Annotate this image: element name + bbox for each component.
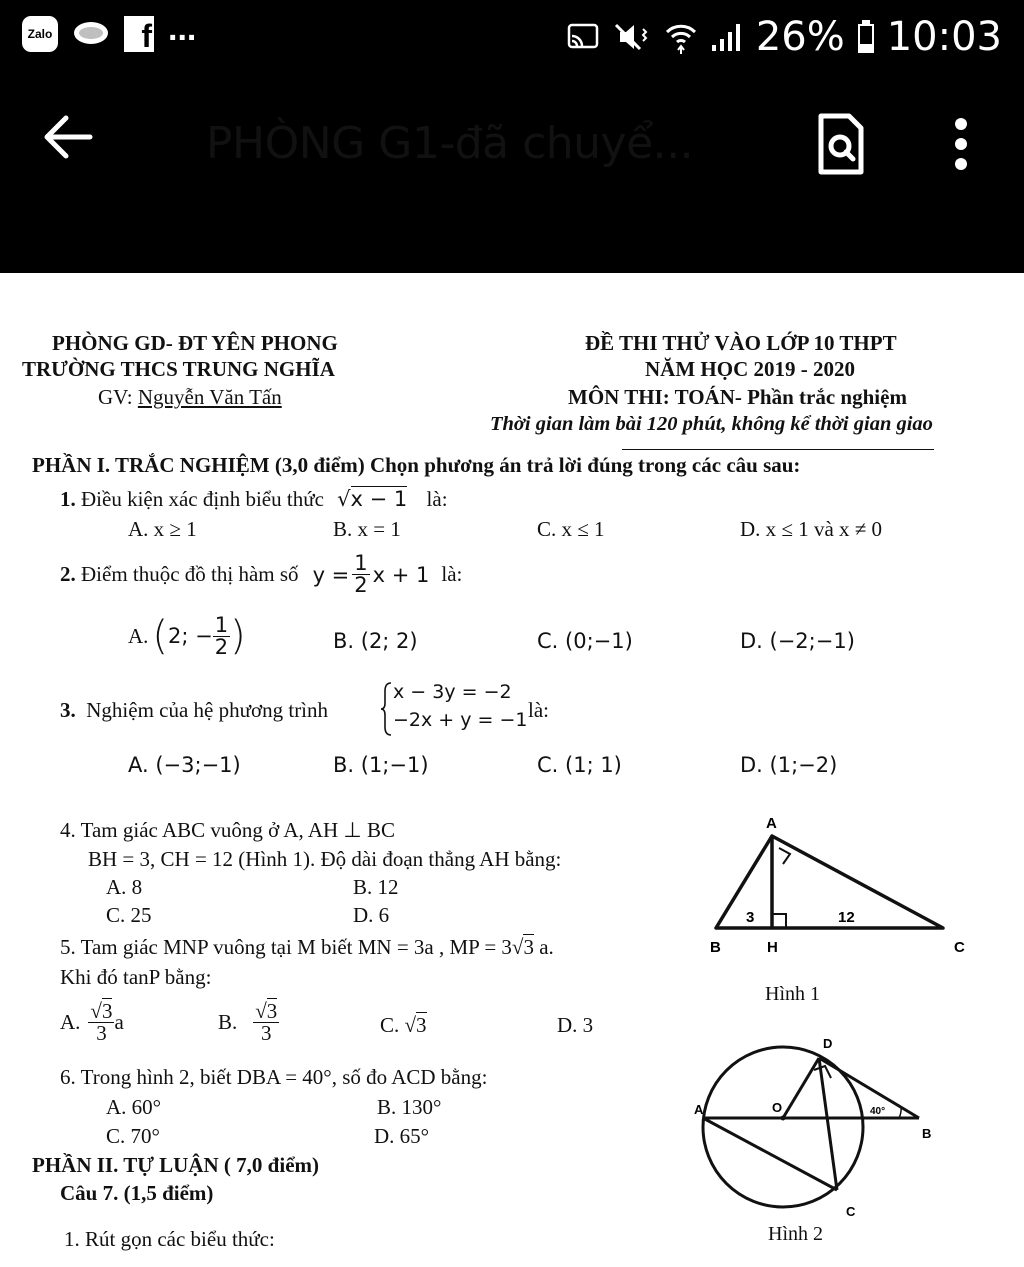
notification-icons <box>22 10 197 54</box>
q2-frac-num: 1 <box>354 551 368 575</box>
q1-text: Điều kiện xác định biểu thức <box>81 487 324 511</box>
q3-suffix: là: <box>528 698 549 722</box>
q1-radicand: x − 1 <box>350 487 408 511</box>
teacher-prefix: GV: <box>98 385 138 409</box>
status-bar <box>0 0 1024 80</box>
q2-frac-den: 2 <box>354 573 368 597</box>
figure-1-caption: Hình 1 <box>765 983 820 1005</box>
q5-c-label: C. <box>380 1013 400 1037</box>
zalo-icon: Zalo <box>22 16 58 52</box>
question-4-line2: BH = 3, CH = 12 (Hình 1). Độ dài đoạn thẳng AH bằng: <box>88 847 562 871</box>
q2-a-frac-num: 1 <box>214 612 229 637</box>
school-year: NĂM HỌC 2019 - 2020 <box>645 357 855 381</box>
q5-line1-post: a. <box>539 935 554 959</box>
q1-suffix: là: <box>426 487 448 511</box>
q2-option-c: C. (0;−1) <box>537 629 633 653</box>
more-options-icon[interactable] <box>948 114 974 174</box>
q5-b-numerator: √3 <box>255 999 278 1023</box>
header-divider <box>622 449 934 450</box>
label-h: H <box>767 939 778 956</box>
q5-option-a <box>60 1001 124 1044</box>
q3-system-brace <box>380 681 392 737</box>
label-d: D <box>823 1036 833 1051</box>
document-page <box>0 273 1024 1267</box>
q3-option-b: B. (1;−1) <box>333 753 429 777</box>
teacher-name: Nguyễn Văn Tấn <box>137 385 282 409</box>
label-c2: C <box>846 1204 856 1219</box>
label-a: A <box>766 815 777 832</box>
q4-option-d: D. 6 <box>353 903 390 927</box>
signal-icon <box>710 21 744 53</box>
q2-text: Điểm thuộc đồ thị hàm số <box>81 562 299 586</box>
q3-text: Nghiệm của hệ phương trình <box>86 698 329 722</box>
q5-a-numerator: √3 <box>90 999 113 1023</box>
right-angle-h <box>772 914 786 928</box>
q5-option-d: D. 3 <box>557 1013 594 1037</box>
q5-b-denominator: 3 <box>261 1021 272 1045</box>
q4-option-c: C. 25 <box>106 903 152 927</box>
question-5-line1 <box>60 935 554 960</box>
question-4-line1: 4. Tam giác ABC vuông ở A, AH ⊥ BC <box>60 818 395 842</box>
q6-option-d: D. 65° <box>374 1124 430 1148</box>
figure-2-circle <box>692 1036 952 1226</box>
document-search-icon[interactable] <box>815 112 867 178</box>
q1-number: 1. <box>60 487 76 511</box>
part1-title: PHẦN I. TRẮC NGHIỆM (3,0 điểm) Chọn phương án trả lời đúng trong các câu sau: <box>32 453 801 477</box>
q4-option-a: A. 8 <box>106 875 143 899</box>
q3-equation-1: x − 3y = −2 <box>393 681 512 703</box>
q5-a-post: a <box>114 1010 124 1034</box>
q5-line1-pre: 5. Tam giác MNP vuông tại M biết MN = 3a , MP = 3 <box>60 935 512 959</box>
back-arrow-icon[interactable] <box>40 110 94 164</box>
question-3 <box>60 698 328 723</box>
question-7-title: Câu 7. (1,5 điểm) <box>60 1181 214 1205</box>
q5-option-b <box>218 1001 279 1044</box>
q2-a-fraction <box>213 612 230 659</box>
q6-option-a: A. 60° <box>106 1095 162 1119</box>
q3-option-a: A. (−3;−1) <box>128 753 241 777</box>
figure-1-triangle <box>700 808 980 958</box>
cast-icon <box>566 22 600 52</box>
q1-option-c: C. x ≤ 1 <box>537 517 605 541</box>
q3-option-c: C. (1; 1) <box>537 753 622 777</box>
more-notifications-icon: ... <box>168 10 197 48</box>
figure-2-caption: Hình 2 <box>768 1223 823 1245</box>
part2-title: PHẦN II. TỰ LUẬN ( 7,0 điểm) <box>32 1153 319 1177</box>
q5-a-radicand: 3 <box>101 999 113 1023</box>
label-o: O <box>772 1100 783 1115</box>
q2-a-paren-close: ) <box>230 613 246 659</box>
subject-line: MÔN THI: TOÁN- Phần trắc nghiệm <box>568 385 907 409</box>
label-angle-40: 40° <box>870 1106 886 1117</box>
label-b: B <box>710 939 721 956</box>
q5-a-label: A. <box>60 1010 81 1034</box>
q5-option-c <box>380 1013 427 1038</box>
label-hc-length: 12 <box>838 909 855 926</box>
q6-option-b: B. 130° <box>377 1095 442 1119</box>
angle-arc-b <box>899 1107 901 1118</box>
q2-y: y = <box>312 562 350 587</box>
q1-sqrt: √x − 1 <box>337 487 408 511</box>
exam-title: ĐỀ THI THỬ VÀO LỚP 10 THPT <box>585 331 897 355</box>
question-5-line2: Khi đó tanP bằng: <box>60 965 212 989</box>
q2-tail: x + 1 <box>372 562 430 587</box>
q5-b-fraction <box>253 1001 279 1044</box>
q5-a-denominator: 3 <box>96 1021 107 1045</box>
q5-radicand: 3 <box>523 935 534 959</box>
document-title: PHÒNG G1-đã chuyể... <box>206 118 694 169</box>
q1-option-a: A. x ≥ 1 <box>128 517 197 541</box>
label-a2: A <box>694 1102 704 1117</box>
q2-option-a <box>128 613 246 659</box>
q2-fraction <box>352 553 369 596</box>
facebook-icon: f <box>124 16 154 52</box>
dept-name: PHÒNG GD- ĐT YÊN PHONG <box>52 331 338 355</box>
q6-option-c: C. 70° <box>106 1124 160 1148</box>
point-o <box>781 1116 786 1121</box>
mute-icon <box>612 21 652 53</box>
line-dc <box>819 1058 837 1190</box>
question-6: 6. Trong hình 2, biết DBA = 40°, số đo ACD bằng: <box>60 1065 488 1089</box>
q3-option-d: D. (1;−2) <box>740 753 838 777</box>
label-bh-length: 3 <box>746 909 755 926</box>
q5-b-radicand: 3 <box>266 999 278 1023</box>
q5-sqrt: √3 <box>511 935 534 959</box>
q2-a-frac-den: 2 <box>214 634 229 659</box>
q3-number: 3. <box>60 698 76 722</box>
q2-suffix: là: <box>441 562 463 586</box>
q1-option-d: D. x ≤ 1 và x ≠ 0 <box>740 517 883 541</box>
q2-a-value: 2; − <box>168 624 213 648</box>
line-db <box>819 1058 919 1118</box>
q4-option-b: B. 12 <box>353 875 399 899</box>
label-b2: B <box>922 1126 932 1141</box>
q2-a-paren-open: ( <box>152 613 169 659</box>
q2-a-label: A. <box>128 623 149 648</box>
time-line: Thời gian làm bài 120 phút, không kể thời gian giao <box>490 413 933 435</box>
system-indicators <box>566 14 1002 60</box>
right-angle-a <box>779 848 790 864</box>
teacher-line <box>98 385 282 410</box>
school-name: TRƯỜNG THCS TRUNG NGHĨA <box>22 357 335 381</box>
q3-equation-2: −2x + y = −1 <box>393 709 528 731</box>
chat-bubble-icon <box>72 19 110 49</box>
q5-c-sqrt: √3 <box>404 1013 427 1037</box>
q2-option-b: B. (2; 2) <box>333 629 418 653</box>
q5-b-label: B. <box>218 1010 238 1034</box>
q5-a-fraction <box>88 1001 114 1044</box>
battery-icon <box>857 20 875 54</box>
wifi-icon <box>664 20 698 54</box>
question-2 <box>60 553 462 596</box>
clock: 10:03 <box>886 14 1002 60</box>
label-c: C <box>954 939 965 956</box>
app-bar <box>0 80 1024 273</box>
q2-number: 2. <box>60 562 76 586</box>
question-1 <box>60 487 448 512</box>
q2-option-d: D. (−2;−1) <box>740 629 855 653</box>
question-7-part-1: 1. Rút gọn các biểu thức: <box>64 1227 275 1251</box>
q5-c-radicand: 3 <box>416 1013 427 1037</box>
battery-percent: 26% <box>755 14 845 60</box>
q1-option-b: B. x = 1 <box>333 517 401 541</box>
line-od <box>783 1058 819 1118</box>
